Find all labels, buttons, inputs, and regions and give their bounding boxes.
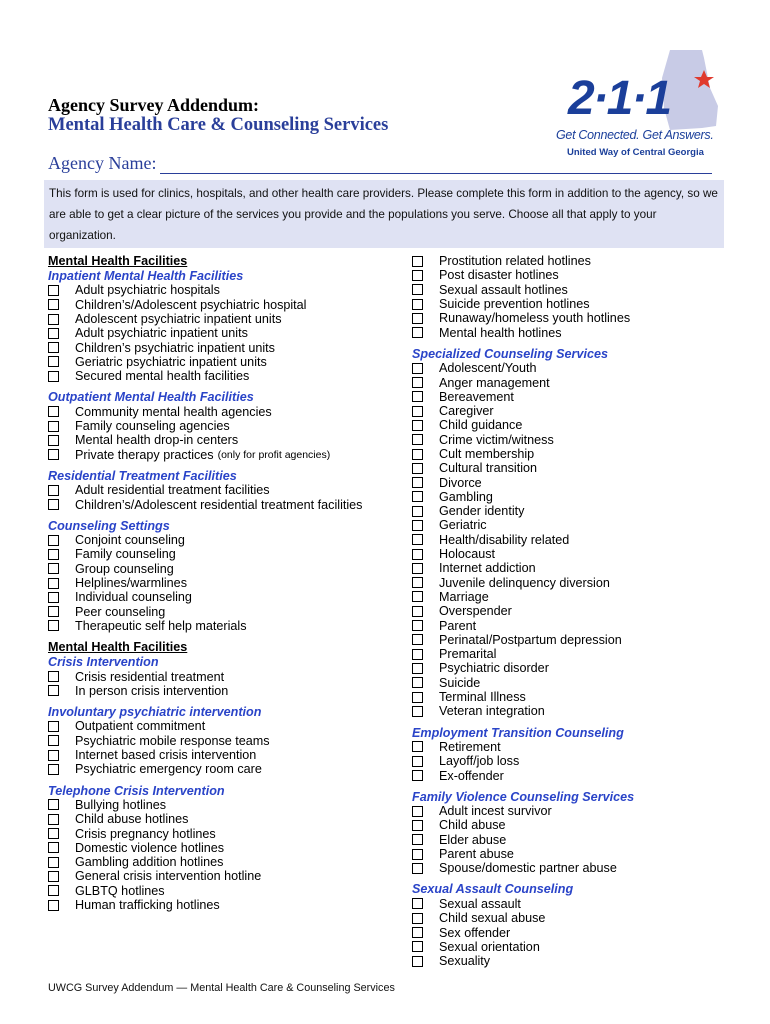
checkbox-label: Human trafficking hotlines (75, 898, 220, 913)
checkbox-label: Individual counseling (75, 590, 192, 605)
checkbox-item[interactable] (48, 497, 408, 511)
checkbox-label: Children’s/Adolescent psychiatric hospital (75, 297, 307, 312)
checkbox-item[interactable] (48, 762, 408, 776)
checkbox-item[interactable] (412, 847, 732, 861)
checkbox-item[interactable] (48, 405, 408, 419)
checkbox-label: Internet based crisis intervention (75, 748, 257, 763)
checkbox-label: Group counseling (75, 561, 174, 576)
checkbox-label: Caregiver (439, 404, 494, 419)
checkbox-label: Family counseling (75, 547, 176, 562)
checkbox-icon[interactable] (48, 764, 59, 775)
checkbox-item[interactable] (412, 375, 732, 389)
checkbox-label: Marriage (439, 589, 489, 604)
checkbox-label: Runaway/homeless youth hotlines (439, 311, 631, 326)
checkbox-label: Child abuse hotlines (75, 812, 189, 827)
checkbox-icon[interactable] (48, 406, 59, 417)
left-column (48, 254, 408, 912)
checkbox-item[interactable] (412, 490, 732, 504)
section-heading: Inpatient Mental Health Facilities (48, 269, 244, 283)
checkbox-label: Divorce (439, 475, 482, 490)
checkbox-item[interactable] (412, 954, 732, 968)
checkbox-item[interactable] (412, 254, 732, 268)
checkbox-item[interactable] (48, 340, 408, 354)
section-heading: Residential Treatment Facilities (48, 468, 237, 483)
checkbox-item[interactable] (48, 355, 408, 369)
checkbox-label: Prostitution related hotlines (439, 254, 591, 269)
section-heading: Counseling Settings (48, 518, 170, 533)
checkbox-label: Psychiatric emergency room care (75, 762, 262, 777)
checkbox-item[interactable] (412, 925, 732, 939)
checkbox-item[interactable] (48, 841, 408, 855)
checkbox-icon[interactable] (412, 434, 423, 445)
checkbox-icon[interactable] (412, 549, 423, 560)
checkbox-label: Sexual assault (439, 896, 521, 911)
logo-org: United Way of Central Georgia (567, 147, 704, 158)
checkbox-label: Perinatal/Postpartum depression (439, 632, 622, 647)
checkbox-item[interactable] (412, 940, 732, 954)
checkbox-item[interactable] (48, 812, 408, 826)
checkbox-icon[interactable] (48, 449, 59, 460)
checkbox-label: Psychiatric mobile response teams (75, 733, 270, 748)
checkbox-item[interactable] (48, 576, 408, 590)
checkbox-item[interactable] (412, 533, 732, 547)
checkbox-label: Crisis pregnancy hotlines (75, 826, 216, 841)
checkbox-label: Post disaster hotlines (439, 268, 559, 283)
page-title: Agency Survey Addendum: (48, 95, 260, 115)
checkbox-item[interactable] (412, 404, 732, 418)
checkbox-label: Gambling addition hotlines (75, 855, 224, 870)
checkbox-item[interactable] (412, 390, 732, 404)
checkbox-item[interactable] (48, 798, 408, 812)
checkbox-item[interactable] (48, 898, 408, 912)
checkbox-icon[interactable] (48, 620, 59, 631)
checkbox-icon[interactable] (412, 913, 423, 924)
checkbox-label: Therapeutic self help materials (75, 618, 247, 633)
checkbox-icon[interactable] (412, 692, 423, 703)
checkbox-item[interactable] (412, 911, 732, 925)
checkbox-item[interactable] (48, 619, 408, 633)
checkbox-icon[interactable] (48, 549, 59, 560)
checkbox-icon[interactable] (412, 706, 423, 717)
checkbox-label: Adolescent psychiatric inpatient units (75, 312, 282, 327)
checkbox-icon[interactable] (412, 563, 423, 574)
checkbox-label: GLBTQ hotlines (75, 883, 165, 898)
checkbox-item[interactable] (48, 312, 408, 326)
checkbox-item[interactable] (412, 661, 732, 675)
checkbox-item[interactable] (48, 419, 408, 433)
checkbox-item[interactable] (48, 684, 408, 698)
checkbox-label: Terminal Illness (439, 690, 526, 705)
checkbox-label: Cult membership (439, 447, 535, 461)
checkbox-icon[interactable] (48, 799, 59, 810)
checkbox-item[interactable] (48, 719, 408, 733)
checkbox-icon[interactable] (48, 750, 59, 761)
section-heading: Mental Health Facilities (48, 254, 188, 268)
checkbox-icon[interactable] (412, 577, 423, 588)
checkbox-icon[interactable] (48, 592, 59, 603)
checkbox-label: Peer counseling (75, 604, 166, 619)
checkbox-item[interactable] (412, 754, 732, 768)
checkbox-note: (only for profit agencies) (217, 448, 331, 461)
checkbox-icon[interactable] (412, 284, 423, 295)
checkbox-item[interactable] (412, 311, 732, 325)
checkbox-label: In person crisis intervention (75, 683, 229, 698)
checkbox-item[interactable] (412, 576, 732, 590)
checkbox-item[interactable] (412, 833, 732, 847)
checkbox-item[interactable] (412, 861, 732, 875)
checkbox-item[interactable] (48, 884, 408, 898)
checkbox-icon[interactable] (48, 499, 59, 510)
checkbox-item[interactable] (412, 690, 732, 704)
checkbox-icon[interactable] (412, 834, 423, 845)
checkbox-label: Adult incest survivor (439, 804, 552, 819)
checkbox-label: Internet addiction (439, 561, 536, 576)
checkbox-item[interactable] (412, 268, 732, 282)
checkbox-item[interactable] (48, 748, 408, 762)
checkbox-label: Sexuality (439, 954, 491, 969)
checkbox-icon[interactable] (48, 314, 59, 325)
checkbox-item[interactable] (412, 475, 732, 489)
checkbox-icon[interactable] (48, 328, 59, 339)
checkbox-label: Mental health hotlines (439, 325, 562, 340)
checkbox-label: Sexual assault hotlines (439, 282, 568, 297)
checkbox-icon[interactable] (48, 342, 59, 353)
checkbox-icon[interactable] (412, 941, 423, 952)
checkbox-item[interactable] (48, 869, 408, 883)
checkbox-label: Suicide (439, 675, 481, 690)
checkbox-label: Anger management (439, 375, 550, 390)
checkbox-item[interactable] (412, 633, 732, 647)
checkbox-item[interactable] (48, 826, 408, 840)
checkbox-label: Veteran integration (439, 704, 545, 719)
checkbox-item[interactable] (412, 461, 732, 475)
checkbox-icon[interactable] (48, 828, 59, 839)
checkbox-icon[interactable] (412, 270, 423, 281)
checkbox-icon[interactable] (48, 485, 59, 496)
checkbox-label: Secured mental health facilities (75, 369, 250, 384)
checkbox-item[interactable] (48, 734, 408, 748)
checkbox-label: General crisis intervention hotline (75, 869, 262, 884)
section-heading: Crisis Intervention (48, 655, 159, 670)
checkbox-label: Adult psychiatric hospitals (75, 283, 220, 298)
checkbox-icon[interactable] (412, 663, 423, 674)
checkbox-item[interactable] (48, 448, 408, 462)
checkbox-icon[interactable] (412, 806, 423, 817)
checkbox-icon[interactable] (412, 327, 423, 338)
checkbox-label: Psychiatric disorder (439, 661, 549, 676)
checkbox-item[interactable] (48, 547, 408, 561)
checkbox-icon[interactable] (412, 770, 423, 781)
checkbox-label: Elder abuse (439, 832, 507, 847)
checkbox-label: Ex-offender (439, 768, 504, 783)
page-subtitle: Mental Health Care & Counseling Services (48, 115, 389, 135)
checkbox-label: Family counseling agencies (75, 419, 230, 434)
georgia-map-star-icon (552, 48, 722, 160)
checkbox-label: Bullying hotlines (75, 797, 167, 812)
section-heading: Sexual Assault Counseling (412, 882, 574, 897)
checkbox-icon[interactable] (412, 677, 423, 688)
checkbox-label: Children’s/Adolescent residential treatment facilities (75, 497, 363, 512)
checkbox-icon[interactable] (48, 435, 59, 446)
checkbox-item[interactable] (48, 369, 408, 383)
checkbox-label: Crisis residential treatment (75, 669, 225, 684)
checkbox-item[interactable] (48, 326, 408, 340)
checkbox-icon[interactable] (412, 649, 423, 660)
checkbox-icon[interactable] (412, 520, 423, 531)
checkbox-label: Geriatric psychiatric inpatient units (75, 354, 267, 369)
checkbox-label: Cultural transition (439, 461, 537, 476)
section-heading: Family Violence Counseling Services (412, 789, 635, 804)
checkbox-label: Parent (439, 618, 477, 633)
checkbox-icon[interactable] (412, 898, 423, 909)
checkbox-icon[interactable] (412, 363, 423, 374)
checkbox-item[interactable] (412, 361, 732, 375)
checkbox-icon[interactable] (48, 721, 59, 732)
checkbox-item[interactable] (412, 418, 732, 432)
checkbox-icon[interactable] (412, 863, 423, 874)
checkbox-item[interactable] (48, 283, 408, 297)
checkbox-item[interactable] (48, 483, 408, 497)
checkbox-item[interactable] (412, 447, 732, 461)
checkbox-item[interactable] (48, 590, 408, 604)
checkbox-label: Gender identity (439, 504, 525, 519)
checkbox-item[interactable] (48, 533, 408, 547)
checkbox-icon[interactable] (412, 299, 423, 310)
checkbox-item[interactable] (48, 298, 408, 312)
checkbox-item[interactable] (412, 647, 732, 661)
checkbox-label: Geriatric (439, 518, 487, 533)
checkbox-label: Outpatient commitment (75, 719, 206, 734)
checkbox-icon[interactable] (412, 741, 423, 752)
checkbox-icon[interactable] (412, 391, 423, 402)
checkbox-label: Adolescent/Youth (439, 361, 537, 376)
checkbox-icon[interactable] (48, 578, 59, 589)
checkbox-item[interactable] (412, 804, 732, 818)
checkbox-icon[interactable] (412, 420, 423, 431)
checkbox-icon[interactable] (48, 885, 59, 896)
checkbox-icon[interactable] (48, 735, 59, 746)
section-heading: Employment Transition Counseling (412, 725, 624, 740)
checkbox-icon[interactable] (412, 534, 423, 545)
checkbox-label: Bereavement (439, 389, 514, 404)
checkbox-item[interactable] (412, 618, 732, 632)
checkbox-icon[interactable] (48, 356, 59, 367)
checkbox-item[interactable] (412, 897, 732, 911)
footer-text: UWCG Survey Addendum — Mental Health Care & Counseling Services (48, 982, 395, 994)
section-heading: Involuntary psychiatric intervention (48, 705, 262, 720)
logo-tagline: Get Connected. Get Answers. (556, 128, 714, 142)
checkbox-item[interactable] (48, 669, 408, 683)
checkbox-item[interactable] (412, 704, 732, 718)
checkbox-icon[interactable] (48, 814, 59, 825)
checkbox-item[interactable] (412, 676, 732, 690)
checkbox-label: Crime victim/witness (439, 432, 554, 447)
agency-name-label: Agency Name: (48, 153, 157, 173)
checkbox-item[interactable] (412, 433, 732, 447)
checkbox-icon[interactable] (412, 477, 423, 488)
section-heading: Mental Health Facilities (48, 640, 188, 655)
checkbox-label: Community mental health agencies (75, 404, 272, 419)
checkbox-icon[interactable] (412, 956, 423, 967)
checkbox-icon[interactable] (412, 820, 423, 831)
checkbox-item[interactable] (48, 605, 408, 619)
checkbox-icon[interactable] (48, 606, 59, 617)
checkbox-label: Parent abuse (439, 847, 514, 862)
checkbox-icon[interactable] (412, 756, 423, 767)
checkbox-icon[interactable] (412, 591, 423, 602)
checkbox-icon[interactable] (412, 313, 423, 324)
checkbox-icon[interactable] (412, 606, 423, 617)
checkbox-item[interactable] (48, 562, 408, 576)
checkbox-icon[interactable] (48, 535, 59, 546)
checkbox-icon[interactable] (48, 671, 59, 682)
checkbox-icon[interactable] (48, 871, 59, 882)
checkbox-label: Retirement (439, 739, 501, 754)
section-heading: Outpatient Mental Health Facilities (48, 390, 254, 405)
checkbox-icon[interactable] (412, 377, 423, 388)
checkbox-icon[interactable] (48, 371, 59, 382)
checkbox-item[interactable] (412, 740, 732, 754)
checkbox-label: Sex offender (439, 925, 511, 940)
checkbox-icon[interactable] (48, 421, 59, 432)
checkbox-icon[interactable] (48, 857, 59, 868)
checkbox-label: Premarital (439, 647, 497, 662)
checkbox-item[interactable] (412, 504, 732, 518)
checkbox-label: Suicide prevention hotlines (439, 297, 590, 312)
checkbox-item[interactable] (412, 768, 732, 782)
checkbox-label: Adult psychiatric inpatient units (75, 326, 248, 341)
checkbox-item[interactable] (412, 590, 732, 604)
checkbox-icon[interactable] (412, 849, 423, 860)
checkbox-label: Domestic violence hotlines (75, 840, 225, 855)
checkbox-label: Overspender (439, 604, 512, 619)
checkbox-label: Child abuse (439, 818, 506, 833)
svg-text:2·1·1: 2·1·1 (568, 72, 671, 125)
checkbox-label: Mental health drop-in centers (75, 433, 239, 448)
checkbox-item[interactable] (48, 855, 408, 869)
checkbox-label: Conjoint counseling (75, 533, 185, 548)
checkbox-label: Gambling (439, 489, 493, 504)
checkbox-icon[interactable] (48, 685, 59, 696)
checkbox-label: Child sexual abuse (439, 911, 546, 926)
checkbox-item[interactable] (412, 604, 732, 618)
section-heading: Specialized Counseling Services (412, 346, 608, 361)
checkbox-icon[interactable] (412, 463, 423, 474)
checkbox-icon[interactable] (48, 285, 59, 296)
checkbox-icon[interactable] (412, 406, 423, 417)
checkbox-label: Private therapy practices (75, 447, 214, 462)
right-column (412, 254, 732, 968)
checkbox-icon[interactable] (412, 927, 423, 938)
checkbox-icon[interactable] (412, 506, 423, 517)
checkbox-label: Spouse/domestic partner abuse (439, 861, 617, 876)
checkbox-item[interactable] (412, 518, 732, 532)
checkbox-icon[interactable] (412, 449, 423, 460)
checkbox-icon[interactable] (412, 634, 423, 645)
section-heading: Telephone Crisis Intervention (48, 783, 225, 798)
checkbox-item[interactable] (412, 325, 732, 339)
checkbox-label: Health/disability related (439, 532, 570, 547)
checkbox-label: Helplines/warmlines (75, 576, 187, 591)
checkbox-icon[interactable] (48, 842, 59, 853)
checkbox-icon[interactable] (412, 620, 423, 631)
checkbox-label: Adult residential treatment facilities (75, 483, 270, 498)
checkbox-label: Holocaust (439, 547, 496, 562)
checkbox-label: Sexual orientation (439, 939, 540, 954)
checkbox-item[interactable] (412, 297, 732, 311)
intro-box: This form is used for clinics, hospitals, and other health care providers. Please complete this form in addition to the agency, so we are able to get a clear picture of the services you provide and the populations you serve. Choose all that apply to your organization. (44, 180, 724, 248)
checkbox-label: Child guidance (439, 418, 523, 433)
checkbox-item[interactable] (412, 818, 732, 832)
checkbox-item[interactable] (412, 547, 732, 561)
checkbox-item[interactable] (412, 283, 732, 297)
checkbox-item[interactable] (412, 561, 732, 575)
checkbox-icon[interactable] (48, 299, 59, 310)
checkbox-icon[interactable] (48, 900, 59, 911)
checkbox-icon[interactable] (412, 256, 423, 267)
checkbox-label: Juvenile delinquency diversion (439, 575, 610, 590)
checkbox-label: Children’s psychiatric inpatient units (75, 340, 275, 355)
checkbox-item[interactable] (48, 433, 408, 447)
checkbox-icon[interactable] (48, 563, 59, 574)
checkbox-label: Layoff/job loss (439, 754, 520, 769)
checkbox-icon[interactable] (412, 491, 423, 502)
